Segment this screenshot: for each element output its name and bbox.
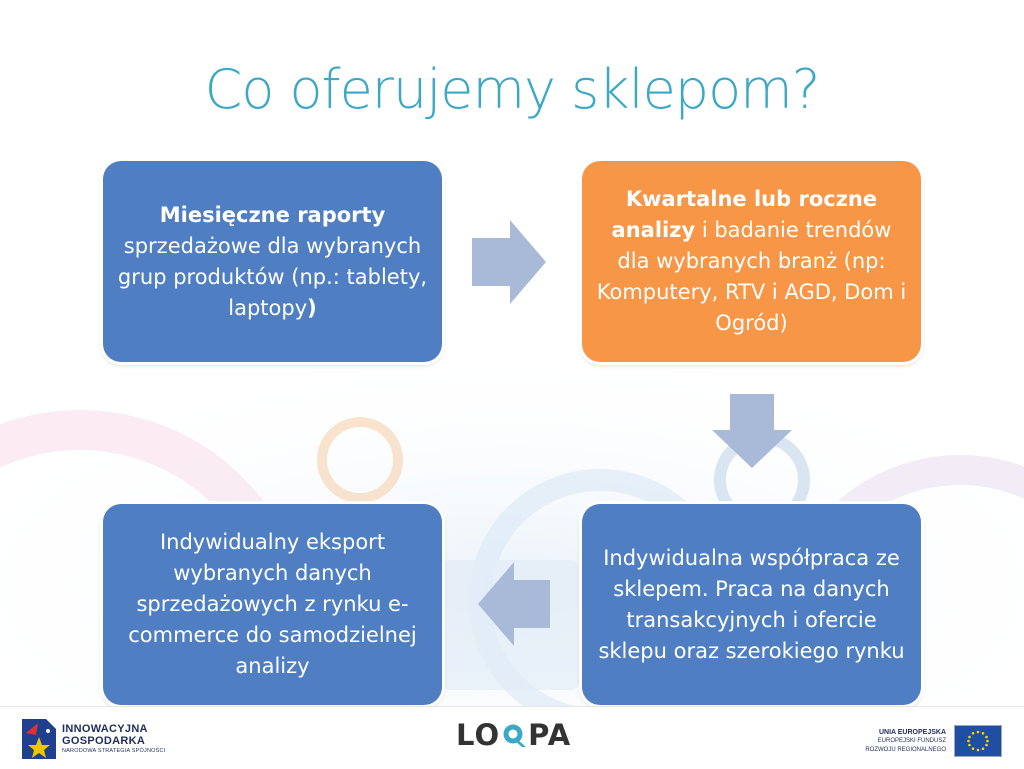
innowacyjna-gospodarka-logo	[22, 719, 165, 759]
arrow-left-icon	[478, 562, 550, 646]
arrow-right-icon	[472, 220, 546, 304]
eu-flag-icon	[954, 725, 1002, 757]
eu-logo	[865, 725, 1002, 757]
ig-line2: GOSPODARKA	[62, 735, 146, 747]
slide-title: Co oferujemy sklepom?	[204, 58, 820, 121]
step-quarterly-analyses-text: Kwartalne lub roczne analizy i badanie trendów dla wybranych branż (np: Komputery, RTV i AGD, Dom i Ogród)	[596, 187, 907, 335]
arrow-down-icon	[712, 394, 792, 468]
ig-line3: NARODOWA STRATEGIA SPÓJNOŚCI	[62, 748, 166, 754]
loopa-text-end: PA	[528, 718, 572, 752]
step-quarterly-analyses	[582, 161, 921, 362]
step-monthly-reports-text: Miesięczne raporty sprzedażowe dla wybranych grup produktów (np.: tablety, laptopy)	[117, 202, 428, 320]
eu-line2: EUROPEJSKI FUNDUSZ	[877, 737, 946, 744]
step-individual-export-text: Indywidualny eksport wybranych danych sprzedażowych z rynku e-commerce do samodzielnej analizy	[128, 530, 417, 678]
eu-line1: UNIA EUROPEJSKA	[878, 728, 946, 736]
step-individual-export	[103, 504, 442, 705]
star-emblem-icon	[22, 719, 56, 759]
ig-line1: INNOWACYJNA	[62, 723, 148, 735]
magnifier-o-icon	[501, 722, 527, 748]
step-individual-cooperation-text: Indywidualna współpraca ze sklepem. Praca na danych transakcyjnych i ofercie sklepu oraz szerokiego rynku	[598, 545, 905, 663]
loopa-logo	[456, 718, 571, 752]
loopa-text-start: LO	[456, 718, 501, 752]
step-individual-cooperation	[582, 504, 921, 705]
step-monthly-reports	[103, 161, 442, 362]
eu-line3: ROZWOJU REGIONALNEGO	[865, 746, 946, 753]
